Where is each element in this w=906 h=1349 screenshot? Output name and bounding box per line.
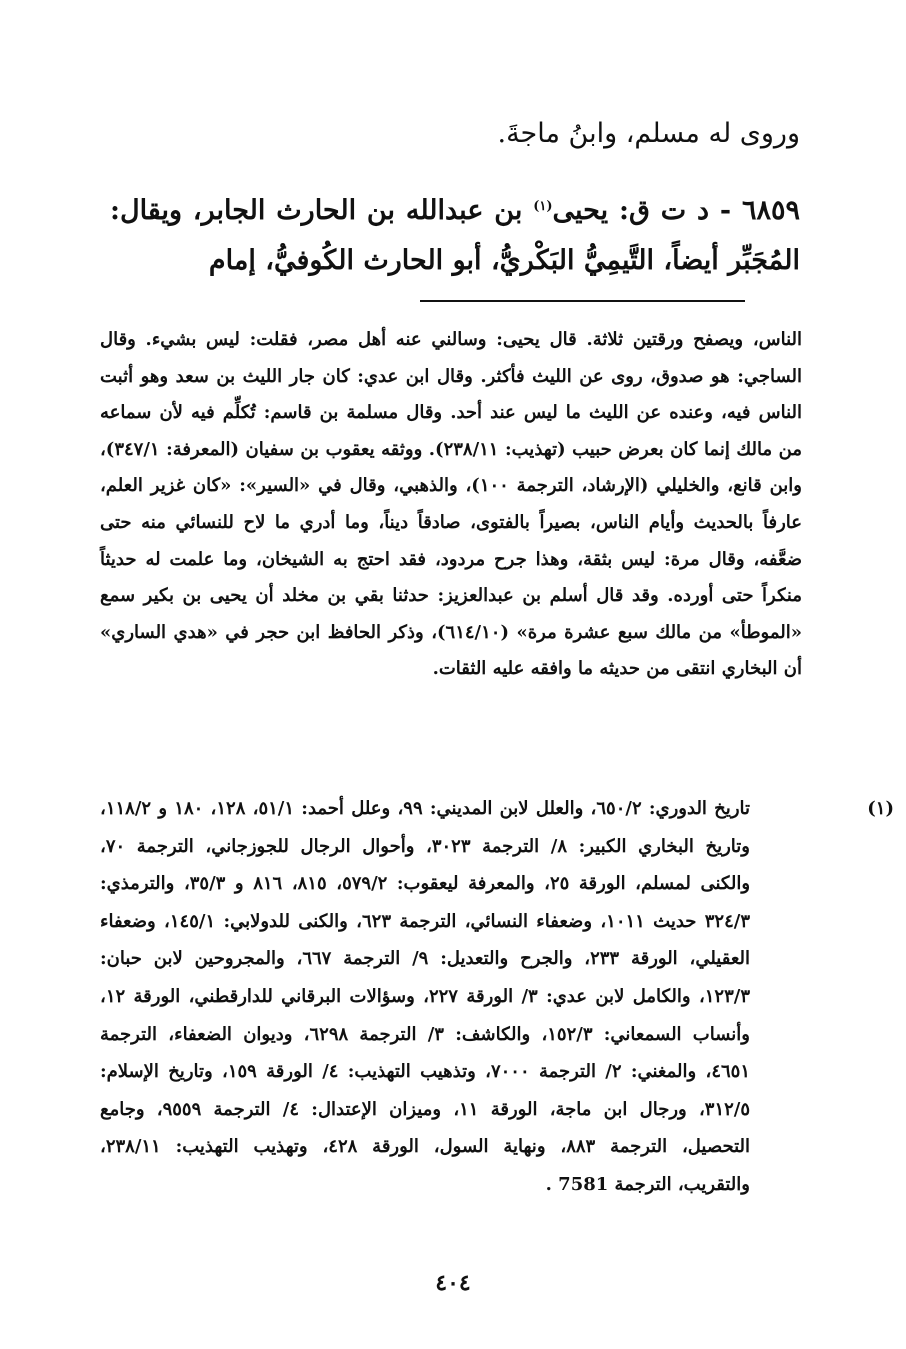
biography-entry — [110, 186, 800, 286]
entry-text: بن عبدالله بن الحارث الجابر، ويقال: المُجَبِّر أيضاً، التَّيمِيُّ البَكْريُّ، أبو الحارث الكُوفيُّ، إمام — [110, 195, 800, 276]
entry-name: يحيى — [552, 195, 609, 226]
entry-codes: - د ت ق: — [618, 195, 732, 226]
footnote-marker: (١) — [867, 798, 894, 819]
footnote-text: تاريخ الدوري: ٦٥٠/٢، والعلل لابن المديني: ٩٩، وعلل أحمد: ٥١/١، ١٢٨، ١٨٠ و ١١٨/٢، وتاريخ البخاري الكبير: ٨/ الترجمة ٣٠٢٣، وأحوال الرجال للجوزجاني، الترجمة ٧٠، والكنى لمسلم، الورقة ٢٥، والمعرفة ليعقوب: ٥٧٩/٢، ٨١٥، ٨١٦ و ٣٥/٣، والترمذي: ٣٢٤/٣ حديث ١٠١١، وضعفاء النسائي، الترجمة ٦٢٣، والكنى للدولابي: ١٤٥/١، وضعفاء العقيلي، الورقة ٢٣٣، والجرح والتعديل: ٩/ الترجمة ٦٦٧، والمجروحين لابن حبان: ١٢٣/٣، والكامل لابن عدي: ٣/ الورقة ٢٢٧، وسؤالات البرقاني للدارقطني، الورقة ١٢، وأنساب السمعاني: ١٥٢/٣، والكاشف: ٣/ الترجمة ٦٢٩٨، وديوان الضعفاء، الترجمة ٤٦٥١، والمغني: ٢/ الترجمة ٧٠٠٠، وتذهيب التهذيب: ٤/ الورقة ١٥٩، وتاريخ الإسلام: ٣١٢/٥، ورجال ابن ماجة، الورقة ١١، وميزان الإعتدال: ٤/ الترجمة ٩٥٥٩، وجامع التحصيل، الترجمة ٨٨٣، ونهاية السول، الورقة ٤٢٨، وتهذيب التهذيب: ٢٣٨/١١، والتقريب، الترجمة 7581 . — [100, 798, 751, 1195]
separator-rule — [420, 300, 745, 302]
commentary-paragraph: الناس، ويصفح ورقتين ثلاثة. قال يحيى: وسالني عنه أهل مصر، فقلت: ليس بشيء. وقال الساجي: هو صدوق، روى عن الليث فأكثر. وقال ابن عدي: كان جار الليث بن سعد وهو أثبت الناس فيه، وعنده عن الليث ما ليس عند أحد. وقال مسلمة بن قاسم: تُكلِّم فيه لأن سماعه من مالك إنما كان بعرض حبيب (تهذيب: ٢٣٨/١١). ووثقه يعقوب بن سفيان (المعرفة: ٣٤٧/١)، وابن قانع، والخليلي (الإرشاد، الترجمة ١٠٠)، والذهبي، وقال في «السير»: «كان غزير العلم، عارفاً بالحديث وأيام الناس، بصيراً بالفتوى، صادقاً ديناً، وما أدري ما لاح للنسائي منه حتى ضعَّفه، وقال مرة: ليس بثقة، وهذا جرح مردود، فقد احتج به الشيخان، وما علمت له حديثاً منكراً حتى أورده. وقد قال أسلم بن عبدالعزيز: حدثنا بقي بن مخلد أن يحيى بن بكير سمع «الموطأ» من مالك سبع عشرة مرة» (٦١٤/١٠)، وذكر الحافظ ابن حجر في «هدي الساري» أن البخاري انتقى من حديثه ما وافقه عليه الثقات. — [100, 329, 802, 680]
page-number: ٤٠٤ — [435, 1270, 471, 1296]
intro-line: وروى له مسلم، وابنُ ماجةَ. — [497, 118, 800, 149]
entry-number: ٦٨٥٩ — [741, 195, 800, 226]
footnote-reference: (١) — [533, 199, 553, 214]
